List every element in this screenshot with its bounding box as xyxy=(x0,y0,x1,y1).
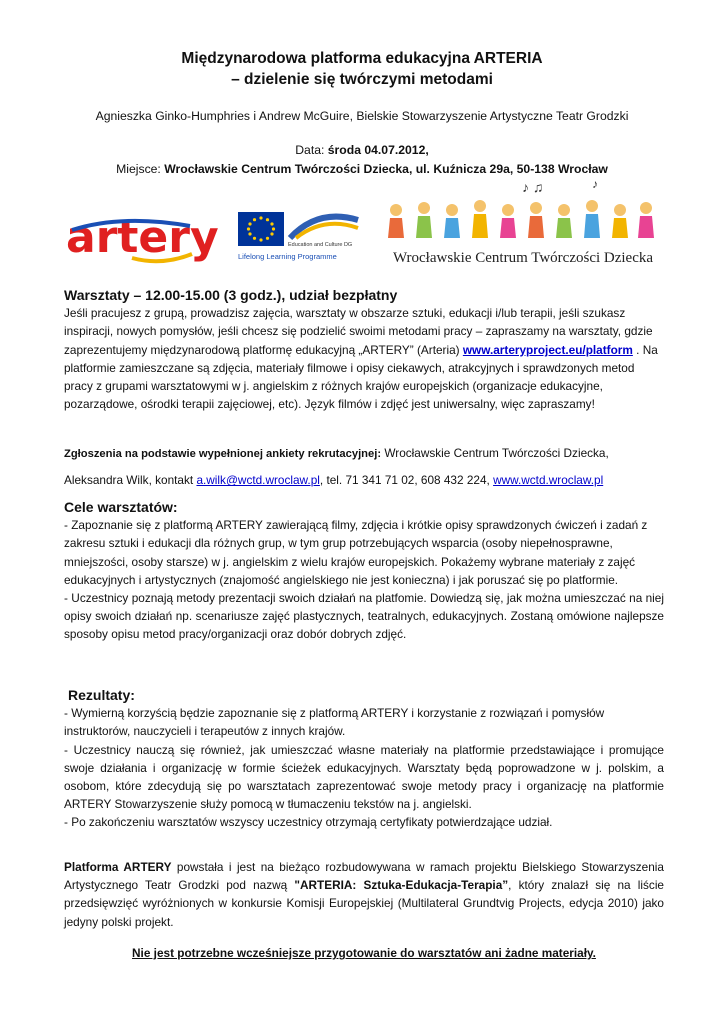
title-line-2: – dzielenie się twórczymi metodami xyxy=(231,71,493,88)
workshops-body xyxy=(64,304,664,413)
llp-wave-icon xyxy=(288,212,360,242)
artery-logo xyxy=(62,208,219,266)
registration-line-1 xyxy=(64,444,664,463)
registration-text: Wrocławskie Centrum Twórczości Dziecka, xyxy=(381,446,609,460)
goals-section xyxy=(64,498,664,644)
date-label: Data: xyxy=(295,143,328,157)
results-item-3: - Po zakończeniu warsztatów wszyscy uczestnicy otrzymają certyfikaty potwierdzające udział. xyxy=(64,815,553,830)
phones: , tel. 71 341 71 02, 608 432 224, xyxy=(319,473,494,488)
platform-text-1: powstała i jest na bieżąco rozbudowywana w ramach projektu Bielskiego Stowarzyszenia Artystycznego Teatr Grodzki pod nazwą xyxy=(64,860,664,893)
document-title xyxy=(0,48,724,90)
goals-item-2: - Uczestnicy poznają metody prezentacji swoich działań na platfomie. Dowiedzą się, jak można umieszczać na niej opisy swoich działań np. scenariusze zajęć plastycznych, teatralnych, edukacyjnych. Zostaną omówione najlepsze sposoby opisu metod pracy/organizacji oraz dobór dobrych zdjęć. xyxy=(64,591,664,642)
eu-caption: Education and Culture DG xyxy=(288,242,353,248)
platform-bold-2: "ARTERIA: Sztuka-Edukacja-Terapia” xyxy=(294,878,509,893)
wctd-caption: Wrocławskie Centrum Twórczości Dziecka xyxy=(392,250,654,266)
footer-note: Nie jest potrzebne wcześniejsze przygotowanie do warsztatów ani żadne materiały. xyxy=(132,946,596,960)
children-figures-icon xyxy=(382,178,664,248)
platform-bold-1: Platforma ARTERY xyxy=(64,860,172,874)
llp-caption: Lifelong Learning Programme xyxy=(238,252,337,261)
artery-logo-text: artery xyxy=(66,212,219,263)
eu-llp-logo xyxy=(236,212,364,262)
date-line xyxy=(0,141,724,160)
results-heading: Rezultaty: xyxy=(68,687,135,703)
contact-prefix: Aleksandra Wilk, kontakt xyxy=(64,473,197,488)
workshops-text-1: Jeśli pracujesz z grupą, prowadzisz zajęcia, warsztaty w obszarze sztuki, edukacji i/lub terapii, jeśli szukasz inspiracji, nowych pomysłów, jeśli chcesz się podzielić swoimi metodami pracy – zapraszamy na warsztaty, gdzie zaprezentujemy międzynarodową platformę edukacyjną „ARTERY” (Arteria) xyxy=(64,306,653,357)
eu-flag-icon xyxy=(238,212,284,246)
platform-text-2: , który znalazł się na liście przedsięwzięć wyróżnionych w konkursie Komisji Europejskiej (Multilateral Grundtvig Projects, edycja 2010) jako jedyny polski projekt. xyxy=(64,878,664,929)
svg-text:♪ ♫: ♪ ♫ xyxy=(522,179,544,195)
registration-bold: Zgłoszenia na podstawie wypełnionej ankiety rekrutacyjnej: xyxy=(64,448,382,460)
results-item-1: - Wymierną korzyścią będzie zapoznanie się z platformą ARTERY i korzystanie z rozwiązań i pomysłów instruktorów, nauczycieli i terapeutów z innych krajów. xyxy=(64,706,605,739)
registration-line-2 xyxy=(64,471,664,489)
platform-section xyxy=(64,858,664,931)
place-label: Miejsce: xyxy=(116,162,165,176)
goals-heading: Cele warsztatów: xyxy=(64,499,178,515)
website-link[interactable]: www.wctd.wroclaw.pl xyxy=(493,473,604,488)
registration-section xyxy=(64,444,664,489)
goals-item-1: - Zapoznanie się z platformą ARTERY zawierającą filmy, zdjęcia i krótkie opisy sprawdzonych ćwiczeń i zadań z zakresu sztuki i edukacji dla różnych grup, w tym grup potrzebujących wsparcia (osoby niepełnosprawne, mniejszości, osoby starsze) w j. angielskim z wielu krajów europejskich. Pokażemy wybrane materiały z zajęć edukacyjnych i artystycznych (znajomość angielskiego nie jest konieczna) i jak poruszać się po platformie. xyxy=(64,518,648,587)
authors: Agnieszka Ginko-Humphries i Andrew McGuire, Bielskie Stowarzyszenie Artystyczne Teatr Grodzki xyxy=(95,109,629,123)
workshops-heading: Warsztaty – 12.00-15.00 (3 godz.), udział bezpłatny xyxy=(64,287,398,303)
date-value: środa 04.07.2012, xyxy=(327,143,429,157)
workshops-section xyxy=(64,286,664,413)
place-value: Wrocławskie Centrum Twórczości Dziecka, ul. Kuźnicza 29a, 50-138 Wrocław xyxy=(164,162,608,176)
wctd-logo xyxy=(382,178,664,274)
date-place xyxy=(0,141,724,179)
logos-row xyxy=(60,178,660,278)
title-line-1: Międzynarodowa platforma edukacyjna ARTERIA xyxy=(181,50,543,67)
email-link[interactable]: a.wilk@wctd.wroclaw.pl xyxy=(196,473,320,488)
place-line xyxy=(0,160,724,179)
results-item-2: - Uczestnicy nauczą się również, jak umieszczać własne materiały na platformie przedstawiające i promujące swoje działania i organizację w formie ścieżek edukacyjnych. Warsztaty będą poprowadzone w j. polskim, a osobom, które zdecydują się po warsztatach zaprezentować swoje metody pracy i organizację na platformie ARTERY Stowarzyszenie służy pomocą w tłumaczeniu tekstów na j. angielski. xyxy=(64,742,664,812)
arteryproject-link[interactable]: www.arteryproject.eu/platform xyxy=(462,342,633,357)
svg-text:♪: ♪ xyxy=(592,177,598,191)
results-section xyxy=(64,686,664,832)
workshops-text-2: . Na platformie zamieszczane są zdjęcia, materiały filmowe i opisy ciekawych, atrakcyjnych i sprawdzonych metod pracy z grupami warsztatowymi w j. angielskim z różnych krajów europejskich (organizacje edukacyjne, pozarządowe, ośrodki terapii zajęciowej, etc). Język filmów i zdjęć jest uniwersalny, więc zapraszamy! xyxy=(64,342,658,412)
